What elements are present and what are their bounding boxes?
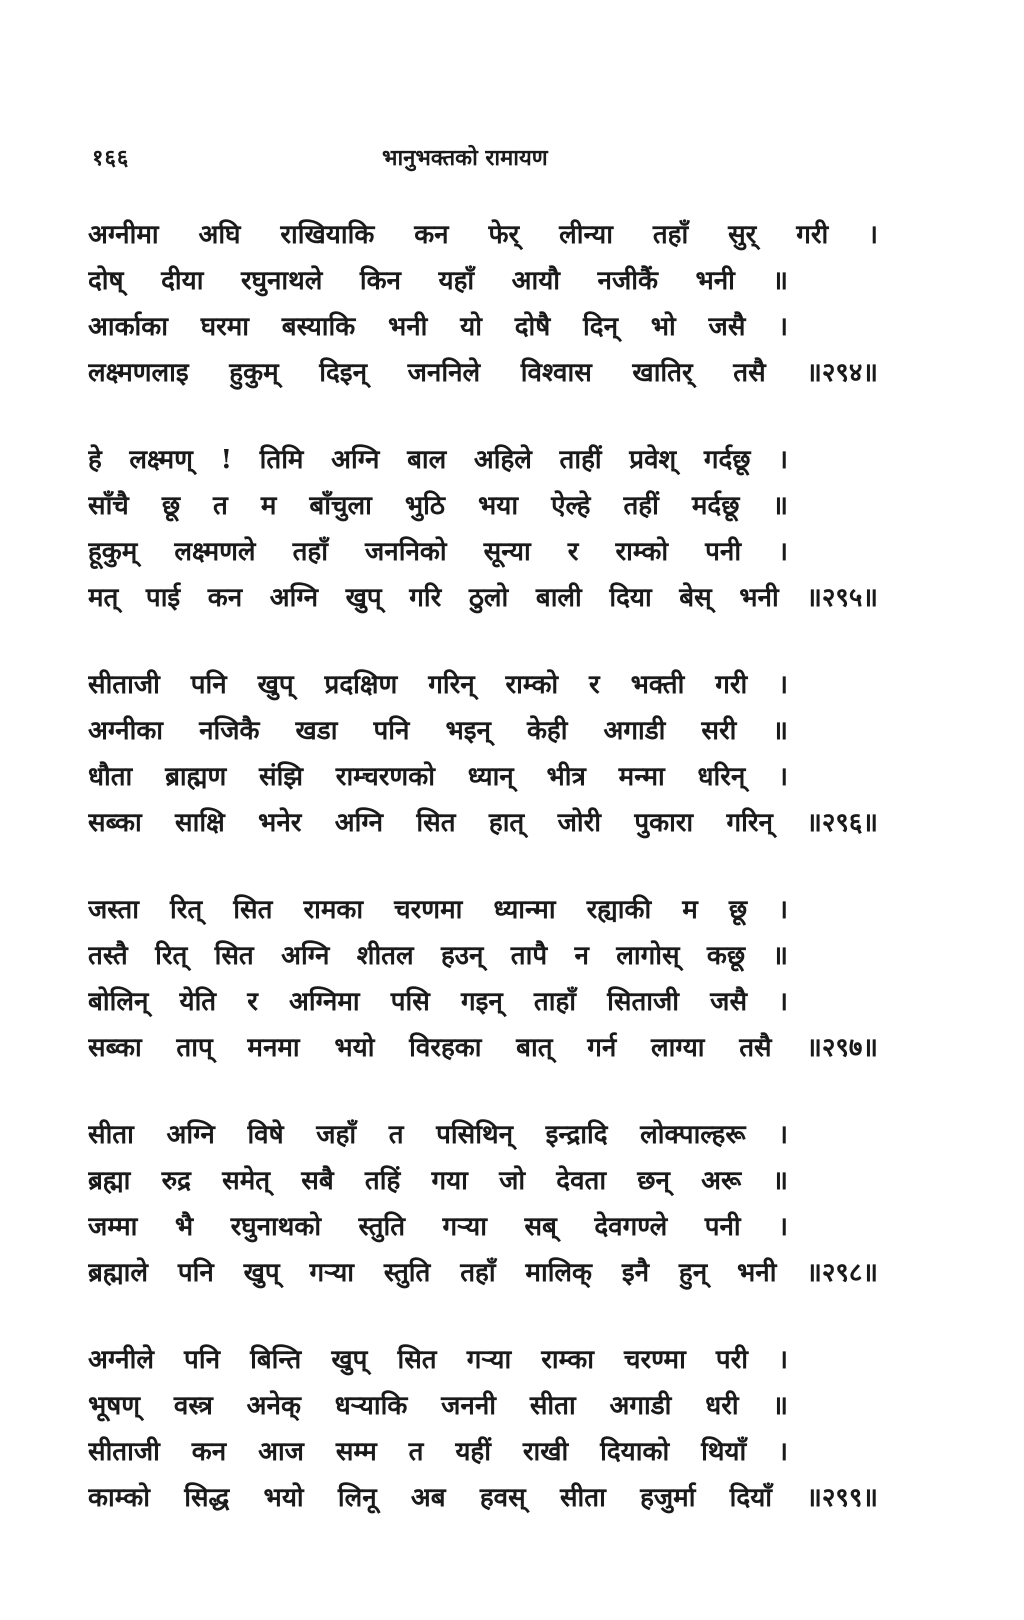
stanza-298 xyxy=(88,1112,878,1296)
stanza-296 xyxy=(88,662,878,846)
verse-line: सीताजी पनि खुप् प्रदक्षिण गरिन् राम्को र भक्ती गरी । xyxy=(88,670,788,700)
verse-line: हूकुम् लक्ष्मणले तहाँ जननिको सून्या र राम्को पनी । xyxy=(88,537,788,567)
stanza-294 xyxy=(88,212,878,396)
verse-line: तस्तै रित् सित अग्नि शीतल हउन् तापै न लागोस् कछू ॥ xyxy=(88,941,788,971)
stanza-295 xyxy=(88,437,878,621)
verse-body xyxy=(88,212,878,1562)
verse-line: साँचै छू त म बाँचुला भुठि भया ऐल्हे तहीं मर्दछू ॥ xyxy=(88,491,788,521)
verse-line: सीता अग्नि विषे जहाँ त पसिथिन् इन्द्रादि लोक्पाल्हरू । xyxy=(88,1120,788,1150)
verse-line: ब्रह्मा रुद्र समेत् सबै तहिं गया जो देवता छन् अरू ॥ xyxy=(88,1166,788,1196)
stanza-299 xyxy=(88,1337,878,1521)
verse-line: मत् पाई कन अग्नि खुप् गरि ठुलो बाली दिया बेस् भनी ॥२९५॥ xyxy=(88,583,878,613)
verse-line: जस्ता रित् सित रामका चरणमा ध्यान्मा रह्याकी म छू । xyxy=(88,895,788,925)
verse-line: सब्का साक्षि भनेर अग्नि सित हात् जोरी पुकारा गरिन् ॥२९६॥ xyxy=(88,808,878,838)
verse-line: ब्रह्माले पनि खुप् गऱ्या स्तुति तहाँ मालिक् इनै हुन् भनी ॥२९८॥ xyxy=(88,1258,878,1288)
page-header xyxy=(92,142,892,182)
page-number: १६६ xyxy=(92,145,130,171)
verse-line: सब्का ताप् मनमा भयो विरहका बात् गर्न लाग्या तसै ॥२९७॥ xyxy=(88,1033,878,1063)
verse-line: जम्मा भै रघुनाथको स्तुति गऱ्या सब् देवगण्ले पनी । xyxy=(88,1212,788,1242)
verse-line: अग्नीका नजिकै खडा पनि भइन् केही अगाडी सरी ॥ xyxy=(88,716,788,746)
verse-line: दोष् दीया रघुनाथले किन यहाँ आयौ नजीकैं भनी ॥ xyxy=(88,266,788,296)
verse-line: भूषण् वस्त्र अनेक् धऱ्याकि जननी सीता अगाडी धरी ॥ xyxy=(88,1391,788,1421)
verse-line: अग्नीमा अघि राखियाकि कन फेर् लीन्या तहाँ सुर् गरी । xyxy=(88,220,878,250)
stanza-297 xyxy=(88,887,878,1071)
verse-line: धौता ब्राह्मण संझि राम्चरणको ध्यान् भीत्र मन्मा धरिन् । xyxy=(88,762,788,792)
verse-line: लक्ष्मणलाइ हुकुम् दिइन् जननिले विश्वास खातिर् तसै ॥२९४॥ xyxy=(88,358,878,388)
verse-line: सीताजी कन आज सम्म त यहीं राखी दियाको थियाँ । xyxy=(88,1437,788,1467)
verse-line: अग्नीले पनि बिन्ति खुप् सित गऱ्या राम्का चरण्मा परी । xyxy=(88,1345,788,1375)
running-title: भानुभक्तको रामायण xyxy=(382,145,548,171)
verse-line: काम्को सिद्ध भयो लिनू अब हवस् सीता हजुर्मा दियाँ ॥२९९॥ xyxy=(88,1483,878,1513)
verse-line: बोलिन् येति र अग्निमा पसि गइन् ताहाँ सिताजी जसै । xyxy=(88,987,788,1017)
verse-line: हे लक्ष्मण् ! तिमि अग्नि बाल अहिले ताहीं प्रवेश् गर्दछू । xyxy=(88,445,788,475)
verse-line: आर्काका घरमा बस्याकि भनी यो दोषै दिन् भो जसै । xyxy=(88,312,788,342)
